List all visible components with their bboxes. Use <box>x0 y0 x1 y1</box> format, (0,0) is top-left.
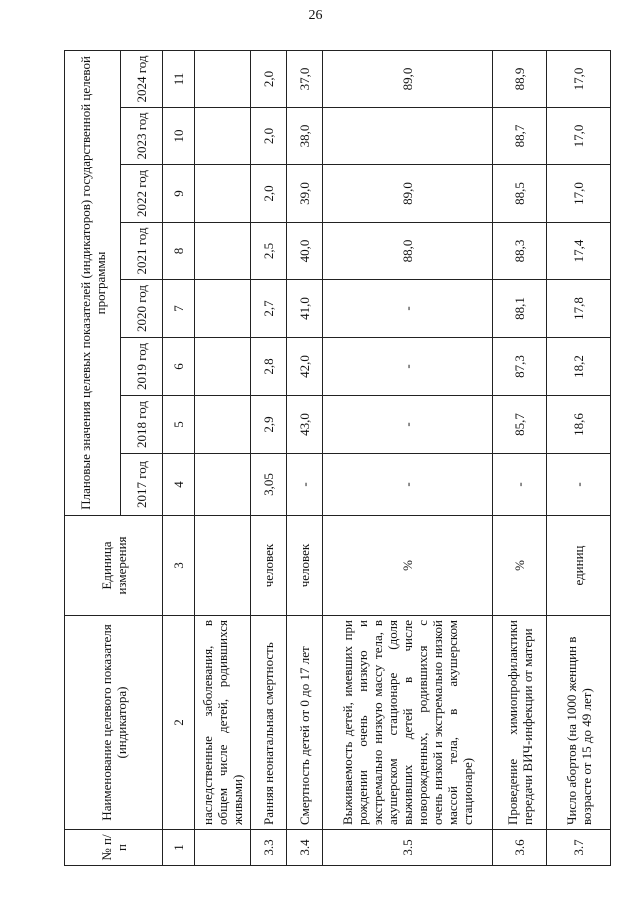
header-year: 2024 год <box>121 50 163 107</box>
row-value: 17,0 <box>547 108 611 165</box>
row-num: 3.3 <box>251 830 287 866</box>
index-cell: 7 <box>163 280 195 338</box>
row-value <box>195 165 251 223</box>
row-value: 41,0 <box>287 280 323 338</box>
row-value: - <box>493 454 547 516</box>
row-value <box>195 223 251 280</box>
row-value: 2,9 <box>251 396 287 454</box>
row-num: 3.5 <box>323 830 493 866</box>
row-num <box>195 830 251 866</box>
row-unit: % <box>493 516 547 616</box>
row-value: 2,0 <box>251 165 287 223</box>
row-value <box>195 338 251 396</box>
row-value: - <box>287 454 323 516</box>
header-name: Наименование целевого показателя (индикатора) <box>65 616 163 830</box>
row-name: Выживаемость детей, имевших при рождении очень низкую и экстремально низкую массу тела, в акушерском стационаре (доля выживших детей в числе новорожденных, родившихся с очень низкой и экстремально низкой массой тела, в акушерском стационаре) <box>323 616 493 830</box>
row-value <box>195 50 251 107</box>
row-num: 3.7 <box>547 830 611 866</box>
row-value: 18,6 <box>547 396 611 454</box>
row-num: 3.4 <box>287 830 323 866</box>
header-year: 2023 год <box>121 108 163 165</box>
header-year: 2022 год <box>121 165 163 223</box>
row-value: 42,0 <box>287 338 323 396</box>
row-unit: человек <box>251 516 287 616</box>
page-number: 26 <box>308 8 323 23</box>
index-row <box>163 50 195 865</box>
row-value: 17,8 <box>547 280 611 338</box>
index-cell: 4 <box>163 454 195 516</box>
table-row <box>547 50 611 865</box>
row-value: 3,05 <box>251 454 287 516</box>
index-cell: 9 <box>163 165 195 223</box>
table-row <box>251 50 287 865</box>
row-value: - <box>547 454 611 516</box>
row-value: 38,0 <box>287 108 323 165</box>
row-value <box>323 108 493 165</box>
row-name: Проведение химиопрофилактики передачи ВИЧ-инфекции от матери <box>493 616 547 830</box>
table-row <box>493 50 547 865</box>
index-cell: 11 <box>163 50 195 107</box>
index-cell: 10 <box>163 108 195 165</box>
row-value: - <box>323 396 493 454</box>
header-year: 2020 год <box>121 280 163 338</box>
row-value: 18,2 <box>547 338 611 396</box>
row-value: 88,9 <box>493 50 547 107</box>
row-value: 89,0 <box>323 165 493 223</box>
table-row <box>195 50 251 865</box>
rotated-table-wrapper <box>64 51 608 866</box>
table-row <box>287 50 323 865</box>
row-value: 17,4 <box>547 223 611 280</box>
row-value: 88,7 <box>493 108 547 165</box>
row-num: 3.6 <box>493 830 547 866</box>
row-value: 2,0 <box>251 108 287 165</box>
header-unit: Единица измерения <box>65 516 163 616</box>
index-cell: 3 <box>163 516 195 616</box>
row-value: 2,8 <box>251 338 287 396</box>
index-cell: 6 <box>163 338 195 396</box>
row-value: 40,0 <box>287 223 323 280</box>
row-value: 88,3 <box>493 223 547 280</box>
row-name: Смертность детей от 0 до 17 лет <box>287 616 323 830</box>
header-year: 2017 год <box>121 454 163 516</box>
index-cell: 2 <box>163 616 195 830</box>
row-value: 17,0 <box>547 165 611 223</box>
row-name: Число абортов (на 1000 женщин в возрасте от 15 до 49 лет) <box>547 616 611 830</box>
row-value: 85,7 <box>493 396 547 454</box>
row-unit <box>195 516 251 616</box>
table-row <box>323 50 493 865</box>
header-year: 2019 год <box>121 338 163 396</box>
index-cell: 8 <box>163 223 195 280</box>
row-value: 43,0 <box>287 396 323 454</box>
row-unit: % <box>323 516 493 616</box>
row-name: наследственные заболевания, в общем числе детей, родившихся живыми) <box>195 616 251 830</box>
header-row-top <box>65 50 121 865</box>
row-value: 88,1 <box>493 280 547 338</box>
index-cell: 1 <box>163 830 195 866</box>
row-value: 2,5 <box>251 223 287 280</box>
row-value: 87,3 <box>493 338 547 396</box>
header-year: 2018 год <box>121 396 163 454</box>
row-value: 2,7 <box>251 280 287 338</box>
row-value: - <box>323 338 493 396</box>
row-value <box>195 108 251 165</box>
row-value: 37,0 <box>287 50 323 107</box>
row-value <box>195 454 251 516</box>
header-year: 2021 год <box>121 223 163 280</box>
header-planned: Плановые значения целевых показателей (индикаторов) государственной целевой программы <box>65 50 121 515</box>
row-name: Ранняя неонатальная смертность <box>251 616 287 830</box>
row-value: 2,0 <box>251 50 287 107</box>
row-value: 89,0 <box>323 50 493 107</box>
index-cell: 5 <box>163 396 195 454</box>
row-value: 39,0 <box>287 165 323 223</box>
row-value: - <box>323 280 493 338</box>
row-value: 88,0 <box>323 223 493 280</box>
row-unit: человек <box>287 516 323 616</box>
indicators-table <box>64 50 611 866</box>
row-value: 88,5 <box>493 165 547 223</box>
row-unit: единиц <box>547 516 611 616</box>
header-num: № п/п <box>65 830 163 866</box>
row-value: - <box>323 454 493 516</box>
row-value <box>195 280 251 338</box>
row-value <box>195 396 251 454</box>
row-value: 17,0 <box>547 50 611 107</box>
